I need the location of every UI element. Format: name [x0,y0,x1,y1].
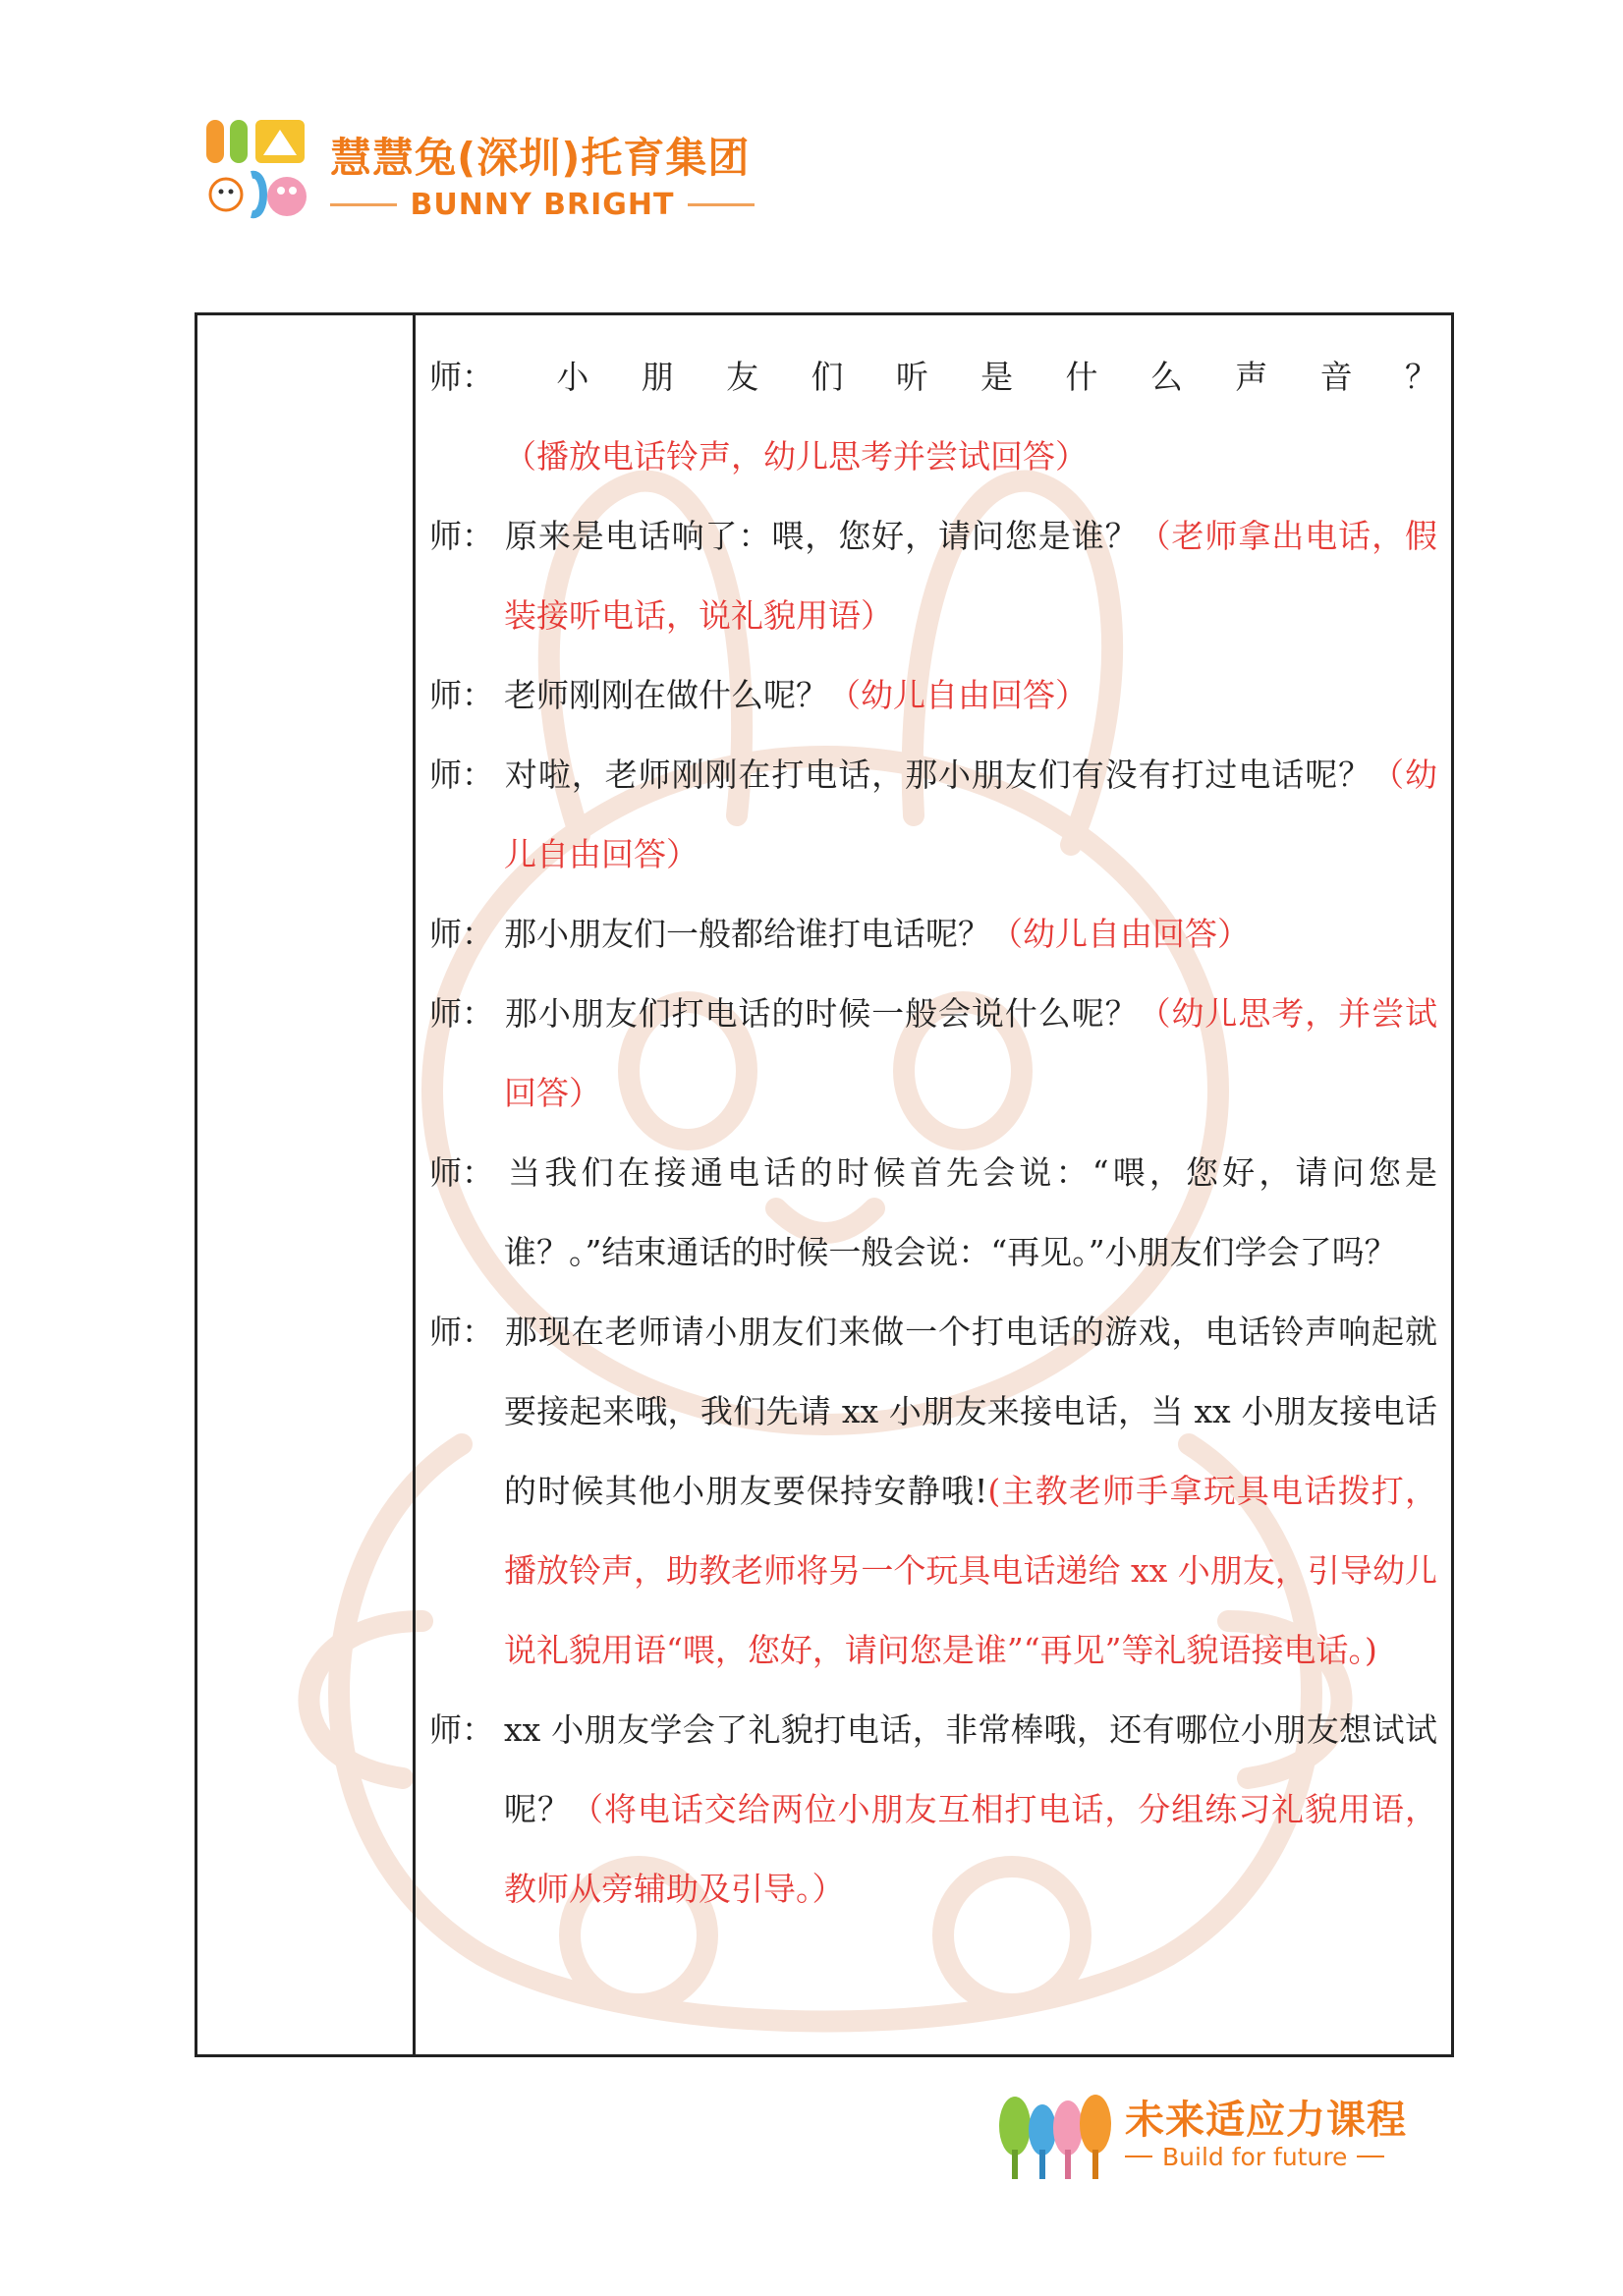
speaker-label: 师： [429,676,494,714]
bunny-logo-icon [204,116,310,222]
footer-subtitle-text: Build for future [1162,2142,1348,2171]
dialogue-text: xx 小朋友学会了礼貌打电话，非常棒哦，还有哪位小朋友想试试呢？ [504,1710,1437,1828]
dialogue-text: 当我们在接通电话的时候首先会说：“喂，您好，请问您是谁？。”结束通话的时候一般会说：“再见。”小朋友们学会了吗？ [504,1153,1437,1271]
dialogue-line [429,1292,1437,1690]
dialogue-text: 对啦，老师刚刚在打电话，那小朋友们有没有打过电话呢？ [504,756,1372,794]
dialogue-text: 那小朋友们一般都给谁打电话呢？ [504,915,990,953]
dialogue-text: 小朋友们听是什么声音？ [504,358,1437,396]
trees-logo-icon [997,2091,1115,2181]
speaker-label: 师： [429,994,494,1033]
dialogue-text: 那小朋友们打电话的时候一般会说什么呢？ [504,994,1139,1033]
dialogue-line [429,655,1437,735]
stage-note: （老师拿出电话，假装接听电话，说礼貌用语） [504,517,1438,635]
logo-subtitle-text: BUNNY BRIGHT [410,187,675,222]
dialogue-line [429,1690,1437,1929]
stage-note: （幼儿自由回答） [828,676,1088,714]
speaker-label: 师： [429,915,494,953]
dialogue-text: 老师刚刚在做什么呢？ [504,676,828,714]
divider [688,203,755,206]
logo-subtitle [330,185,755,224]
dialogue-text: 那现在老师请小朋友们来做一个打电话的游戏，电话铃声响起就要接起来哦，我们先请 xx 小朋友来接电话，当 xx 小朋友接电话的时候其他小朋友要保持安静哦! [504,1313,1437,1510]
footer-subtitle [1125,2142,1429,2171]
stage-note: （幼儿思考，并尝试回答） [504,994,1438,1112]
footer-logo [997,2083,1429,2181]
logo-title: 慧慧兔(深圳)托育集团 [330,134,751,182]
stage-note: （播放电话铃声，幼儿思考并尝试回答） [504,437,1088,476]
table-left-cell [197,315,416,2054]
stage-note: （将电话交给两位小朋友互相打电话，分组练习礼貌用语，教师从旁辅助及引导。） [504,1790,1438,1908]
dialogue-line [429,974,1437,1133]
speaker-label: 师： [429,756,494,794]
stage-note: （幼儿自由回答） [504,756,1438,873]
dialogue-line [429,735,1437,894]
speaker-label: 师： [429,1710,494,1749]
divider [1357,2156,1384,2157]
speaker-label: 师： [429,1313,494,1351]
divider [1125,2156,1152,2157]
dialogue-line [429,894,1437,974]
table-right-cell [416,315,1451,2054]
stage-note: (主教老师手拿玩具电话拨打，播放铃声，助教老师将另一个玩具电话递给 xx 小朋友，引导幼儿说礼貌用语“喂，您好，请问您是谁”“再见”等礼貌语接电话。) [504,1472,1438,1669]
dialogue-line [429,1133,1437,1292]
divider [330,203,397,206]
stage-note: （幼儿自由回答） [990,915,1250,953]
speaker-label: 师： [429,1153,494,1192]
speaker-label: 师： [429,517,494,555]
lesson-table [195,312,1454,2057]
footer-title: 未来适应力课程 [1125,2098,1407,2143]
speaker-label: 师： [429,358,494,396]
dialogue-line [429,337,1437,496]
dialogue-text: 原来是电话响了：喂，您好，请问您是谁？ [504,517,1139,555]
header-logo [204,116,755,234]
dialogue-line [429,496,1437,655]
